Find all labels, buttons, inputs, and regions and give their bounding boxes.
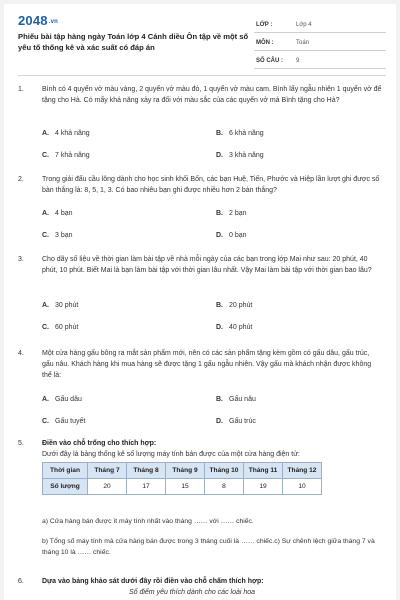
question-intro: Dưới đây là bảng thống kê số lượng máy tính bán được của một cửa hàng điện tử: (42, 451, 300, 458)
header (4, 4, 396, 74)
question-3: 3. Cho dãy số liệu về thời gian làm bài tập về nhà mỗi ngày của các bạn trong lớp Mai như sau: 20 phút, 40 phút, 10 phút. Biết Mai là bạn làm bài tập với thời gian lâu nhất. Vậy Mai làm bài tập với thời gian bao lâu? A. 30 phút B. 20 phút C. 60 phút D. 40 phút (18, 254, 384, 338)
question-heading: Dựa vào bảng khảo sát dưới đây rồi điền vào chỗ chấm thích hợp: (42, 578, 264, 585)
subquestion-a: a) Cửa hàng bán được ít máy tính nhất vào tháng …… với …… chiếc. (42, 518, 254, 525)
option-d[interactable]: D. 0 bạn (216, 232, 247, 239)
header-divider (18, 75, 386, 76)
option-d[interactable]: D. Gấu trúc (216, 418, 256, 425)
survey-subtitle: Số điểm yêu thích dành cho các loài hoa (128, 589, 256, 596)
table-header-row: Thời gian Tháng 7 Tháng 8 Tháng 9 Tháng 10 Tháng 11 Tháng 12 (43, 463, 322, 479)
option-b[interactable]: B. 20 phút (216, 302, 253, 309)
question-text: Cho dãy số liệu về thời gian làm bài tập về nhà mỗi ngày của các bạn trong lớp Mai như sau: 20 phút, 40 phút, 10 phút. Biết Mai là bạn làm bài tập với thời gian lâu nhất. Vậy Mai làm bài tập với thời gian bao lâu? (42, 256, 372, 274)
meta-row-count: SỐ CÂU : 9 (254, 54, 386, 69)
question-2: 2. Trong giải đấu cầu lông dành cho học sinh khối Bốn, các bạn Huệ, Tiến, Phước và Hiệp lần lượt ghi được số bàn thắng là: 8, 5, 1, 3. Có bao nhiêu bạn ghi được nhiều hơn 2 bàn thắng? A. 4 bạn B. 2 bạn C. 3 bạn D. 0 bạn (18, 174, 384, 252)
question-heading: Điền vào chỗ trống cho thích hợp: (42, 440, 157, 447)
sales-table (42, 462, 322, 495)
question-text: Bình có 4 quyển vở màu vàng, 2 quyển vở màu đỏ, 1 quyển vở màu cam. Bình lấy ngẫu nhiên 1 quyển vở để tặng cho Hà. Có mấy khả năng xảy ra đối với màu sắc của các quyển vở mà Bình tặng cho Hà? (42, 86, 382, 104)
document-title: Phiếu bài tập hàng ngày Toán lớp 4 Cánh diều Ôn tập về một số yếu tố thống kê và xác suất có đáp án (18, 32, 249, 52)
option-c[interactable]: C. 3 bạn (42, 232, 73, 239)
meta-row-grade: LỚP : Lớp 4 (254, 18, 386, 33)
worksheet-page (4, 4, 396, 600)
question-text: Một cửa hàng gấu bông ra mắt sản phẩm mới, nên có các sản phẩm tặng kèm gồm có gấu dâu, gấu trúc, gấu nâu. Khách hàng khi mua hàng sẽ được tặng 1 gấu ngẫu nhiên. Vậy gấu mà khách nhận được không thể là: (42, 350, 372, 379)
meta-panel (254, 18, 386, 72)
option-a[interactable]: A. Gấu dâu (42, 396, 82, 403)
meta-row-subject: MÔN : Toán (254, 36, 386, 51)
question-5: 5. Điền vào chỗ trống cho thích hợp: Dưới đây là bảng thống kê số lượng máy tính bán được của một cửa hàng điện tử: Thời gian Tháng 7 Tháng 8 Tháng 9 Tháng 10 Tháng 11 Tháng 12 Số lượng 20 17 15 8 19 10 a) Cửa hàng bán được ít máy tính nhất vào tháng …… với …… chiếc. b) Tổng số máy tính mà cửa hàng bán được trong 3 tháng cuối là …… chiếc.c) Sự chênh lệch giữa tháng 7 và tháng 10 là …… chiếc. (18, 438, 384, 568)
option-d[interactable]: D. 3 khả năng (216, 152, 264, 159)
subquestion-b: b) Tổng số máy tính mà cửa hàng bán được trong 3 tháng cuối là …… chiếc.c) Sự chênh lệch giữa tháng 7 và tháng 10 là …… chiếc. (42, 538, 375, 556)
option-b[interactable]: B. 2 bạn (216, 210, 247, 217)
option-a[interactable]: A. 4 khả năng (42, 130, 90, 137)
table-row: Số lượng 20 17 15 8 19 10 (43, 479, 322, 495)
option-b[interactable]: B. Gấu nâu (216, 396, 256, 403)
option-c[interactable]: C. 60 phút (42, 324, 79, 331)
option-a[interactable]: A. 30 phút (42, 302, 79, 309)
site-logo[interactable]: 2048.vn (18, 13, 59, 28)
question-text: Trong giải đấu cầu lông dành cho học sinh khối Bốn, các bạn Huệ, Tiến, Phước và Hiệp lần lượt ghi được số bàn thắng là: 8, 5, 1, 3. Có bao nhiêu bạn ghi được nhiều hơn 2 bàn thắng? (42, 176, 380, 194)
question-6: 6. Dựa vào bảng khảo sát dưới đây rồi điền vào chỗ chấm thích hợp: Số điểm yêu thích dành cho các loài hoa (18, 576, 384, 600)
question-1: 1. Bình có 4 quyển vở màu vàng, 2 quyển vở màu đỏ, 1 quyển vở màu cam. Bình lấy ngẫu nhiên 1 quyển vở để tặng cho Hà. Có mấy khả năng xảy ra đối với màu sắc của các quyển vở mà Bình tặng cho Hà? A. 4 khả năng B. 6 khả năng C. 7 khả năng D. 3 khả năng (18, 86, 382, 159)
option-d[interactable]: D. 40 phút (216, 324, 253, 331)
option-a[interactable]: A. 4 bạn (42, 210, 73, 217)
option-c[interactable]: C. Gấu tuyết (42, 418, 86, 425)
option-b[interactable]: B. 6 khả năng (216, 130, 264, 137)
option-c[interactable]: C. 7 khả năng (42, 152, 90, 159)
question-4: 4. Một cửa hàng gấu bông ra mắt sản phẩm mới, nên có các sản phẩm tặng kèm gồm có gấu dâu, gấu trúc, gấu nâu. Khách hàng khi mua hàng sẽ được tặng 1 gấu ngẫu nhiên. Vậy gấu mà khách nhận được không thể là: A. Gấu dâu B. Gấu nâu C. Gấu tuyết D. Gấu trúc (18, 348, 384, 432)
